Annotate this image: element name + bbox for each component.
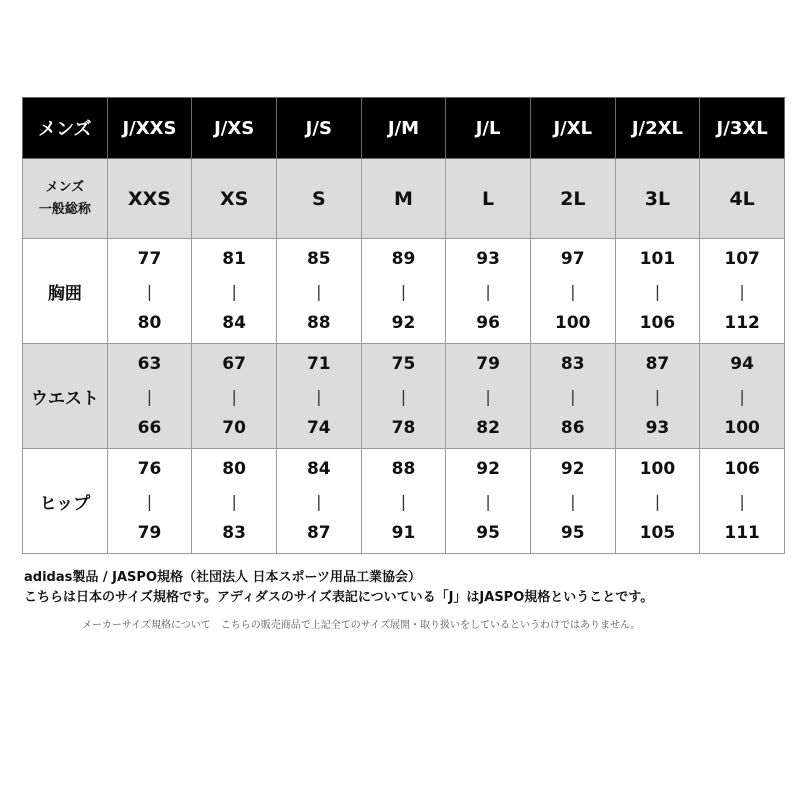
general-size-cell: M	[361, 159, 446, 239]
range-max: 88	[306, 313, 331, 333]
range-min: 94	[730, 354, 754, 374]
range-separator: |	[485, 281, 491, 301]
header-cell: J/2XL	[615, 98, 700, 159]
range-max: 93	[645, 418, 670, 438]
measurement-label: ヒップ	[23, 449, 108, 554]
measurement-row	[23, 239, 785, 344]
range-max: 111	[724, 523, 760, 543]
range-separator: |	[231, 491, 237, 511]
general-size-row	[23, 159, 785, 239]
measurement-range	[192, 249, 276, 333]
measurement-range	[192, 354, 276, 438]
measurement-range	[108, 249, 192, 333]
general-size-cell: 4L	[700, 159, 785, 239]
general-size-cell: S	[276, 159, 361, 239]
range-max: 86	[560, 418, 585, 438]
range-min: 100	[639, 459, 676, 479]
range-max: 82	[476, 418, 500, 438]
range-min: 76	[137, 459, 162, 479]
header-cell: J/XL	[530, 98, 615, 159]
range-max: 100	[724, 418, 760, 438]
range-separator: |	[485, 491, 491, 511]
range-min: 79	[476, 354, 500, 374]
measurement-cell	[107, 449, 192, 554]
range-separator: |	[739, 491, 745, 511]
measurement-range	[277, 459, 361, 543]
note-disclaimer: メーカーサイズ規格について こちらの販売商品で上記全てのサイズ展開・取り扱いをしているというわけではありません。	[82, 620, 641, 631]
range-min: 84	[306, 459, 331, 479]
measurement-cell	[615, 449, 700, 554]
range-max: 70	[222, 418, 246, 438]
range-min: 80	[222, 459, 246, 479]
range-separator: |	[231, 386, 237, 406]
range-max: 83	[222, 523, 246, 543]
measurement-rows	[23, 239, 785, 554]
header-cell: J/L	[446, 98, 531, 159]
range-max: 91	[391, 523, 416, 543]
range-separator: |	[146, 281, 153, 301]
range-separator: |	[146, 386, 153, 406]
header-cell: J/M	[361, 98, 446, 159]
general-size-cell: 3L	[615, 159, 700, 239]
range-min: 83	[560, 354, 585, 374]
range-min: 107	[724, 249, 760, 269]
range-max: 96	[476, 313, 500, 333]
measurement-range	[531, 354, 615, 438]
range-max: 80	[137, 313, 162, 333]
range-separator: |	[739, 386, 745, 406]
range-min: 87	[645, 354, 670, 374]
range-max: 78	[391, 418, 416, 438]
measurement-cell	[361, 239, 446, 344]
measurement-cell	[446, 239, 531, 344]
range-max: 100	[555, 313, 591, 333]
measurement-range	[616, 459, 700, 543]
measurement-cell	[530, 449, 615, 554]
measurement-range	[700, 249, 784, 333]
range-separator: |	[654, 491, 661, 511]
range-max: 95	[560, 523, 585, 543]
range-separator: |	[400, 281, 407, 301]
header-cell: J/S	[276, 98, 361, 159]
measurement-cell	[446, 449, 531, 554]
range-min: 81	[222, 249, 246, 269]
range-max: 84	[222, 313, 246, 333]
measurement-range	[531, 459, 615, 543]
range-separator: |	[146, 491, 153, 511]
measurement-range	[446, 354, 530, 438]
general-size-label-line1: メンズ	[45, 179, 85, 195]
measurement-cell	[361, 449, 446, 554]
range-separator: |	[231, 281, 237, 301]
measurement-label: 胸囲	[23, 239, 108, 344]
measurement-cell	[700, 449, 785, 554]
range-max: 106	[639, 313, 676, 333]
measurement-cell	[615, 344, 700, 449]
measurement-cell	[700, 239, 785, 344]
general-size-label-line2: 一般総称	[38, 201, 91, 217]
measurement-cell	[276, 239, 361, 344]
measurement-range	[362, 249, 446, 333]
range-min: 88	[391, 459, 416, 479]
measurement-range	[446, 459, 530, 543]
range-max: 105	[639, 523, 676, 543]
range-max: 95	[476, 523, 500, 543]
measurement-cell	[276, 344, 361, 449]
range-max: 74	[306, 418, 331, 438]
header-row	[23, 98, 785, 159]
range-separator: |	[316, 491, 322, 511]
range-max: 87	[306, 523, 331, 543]
measurement-range	[108, 354, 192, 438]
measurement-cell	[276, 449, 361, 554]
range-min: 101	[639, 249, 676, 269]
measurement-range	[700, 459, 784, 543]
general-size-cell: 2L	[530, 159, 615, 239]
measurement-cell	[361, 344, 446, 449]
range-min: 77	[137, 249, 162, 269]
measurement-cell	[530, 344, 615, 449]
general-size-cell: XXS	[107, 159, 192, 239]
header-cell: J/XXS	[107, 98, 192, 159]
range-min: 63	[137, 354, 162, 374]
general-size-cell: XS	[192, 159, 277, 239]
range-separator: |	[400, 386, 407, 406]
range-min: 92	[560, 459, 585, 479]
range-separator: |	[570, 281, 576, 301]
size-chart-table	[22, 97, 785, 554]
range-separator: |	[654, 281, 661, 301]
measurement-range	[277, 249, 361, 333]
note-explanation: こちらは日本のサイズ規格です。アディダスのサイズ表記についている「J」はJASPO規格ということです。	[24, 590, 654, 605]
range-separator: |	[316, 281, 322, 301]
header-cell: メンズ	[23, 98, 108, 159]
measurement-range	[192, 459, 276, 543]
range-min: 97	[560, 249, 585, 269]
measurement-range	[700, 354, 784, 438]
measurement-range	[446, 249, 530, 333]
range-separator: |	[400, 491, 407, 511]
measurement-range	[362, 459, 446, 543]
range-max: 66	[137, 418, 162, 438]
range-separator: |	[316, 386, 322, 406]
range-max: 92	[391, 313, 416, 333]
range-separator: |	[485, 386, 491, 406]
measurement-cell	[530, 239, 615, 344]
range-min: 67	[222, 354, 246, 374]
range-separator: |	[570, 491, 576, 511]
measurement-range	[108, 459, 192, 543]
range-min: 93	[476, 249, 500, 269]
note-standard: adidas製品 / JASPO規格（社団法人 日本スポーツ用品工業協会）	[24, 570, 421, 585]
range-min: 92	[476, 459, 500, 479]
measurement-cell	[192, 239, 277, 344]
range-max: 79	[137, 523, 162, 543]
measurement-row	[23, 449, 785, 554]
measurement-cell	[192, 344, 277, 449]
range-min: 106	[724, 459, 760, 479]
notes	[24, 568, 794, 631]
measurement-cell	[192, 449, 277, 554]
range-separator: |	[570, 386, 576, 406]
range-min: 75	[391, 354, 416, 374]
range-separator: |	[739, 281, 745, 301]
measurement-cell	[700, 344, 785, 449]
measurement-cell	[615, 239, 700, 344]
measurement-row	[23, 344, 785, 449]
header-cell: J/XS	[192, 98, 277, 159]
range-min: 85	[306, 249, 331, 269]
general-size-label	[23, 159, 108, 239]
range-max: 112	[724, 313, 760, 333]
measurement-range	[616, 354, 700, 438]
measurement-cell	[107, 344, 192, 449]
measurement-range	[277, 354, 361, 438]
measurement-range	[531, 249, 615, 333]
general-size-cell: L	[446, 159, 531, 239]
range-separator: |	[654, 386, 661, 406]
measurement-cell	[446, 344, 531, 449]
range-min: 71	[306, 354, 331, 374]
range-min: 89	[391, 249, 416, 269]
measurement-cell	[107, 239, 192, 344]
measurement-range	[362, 354, 446, 438]
header-cell: J/3XL	[700, 98, 785, 159]
measurement-range	[616, 249, 700, 333]
measurement-label: ウエスト	[23, 344, 108, 449]
